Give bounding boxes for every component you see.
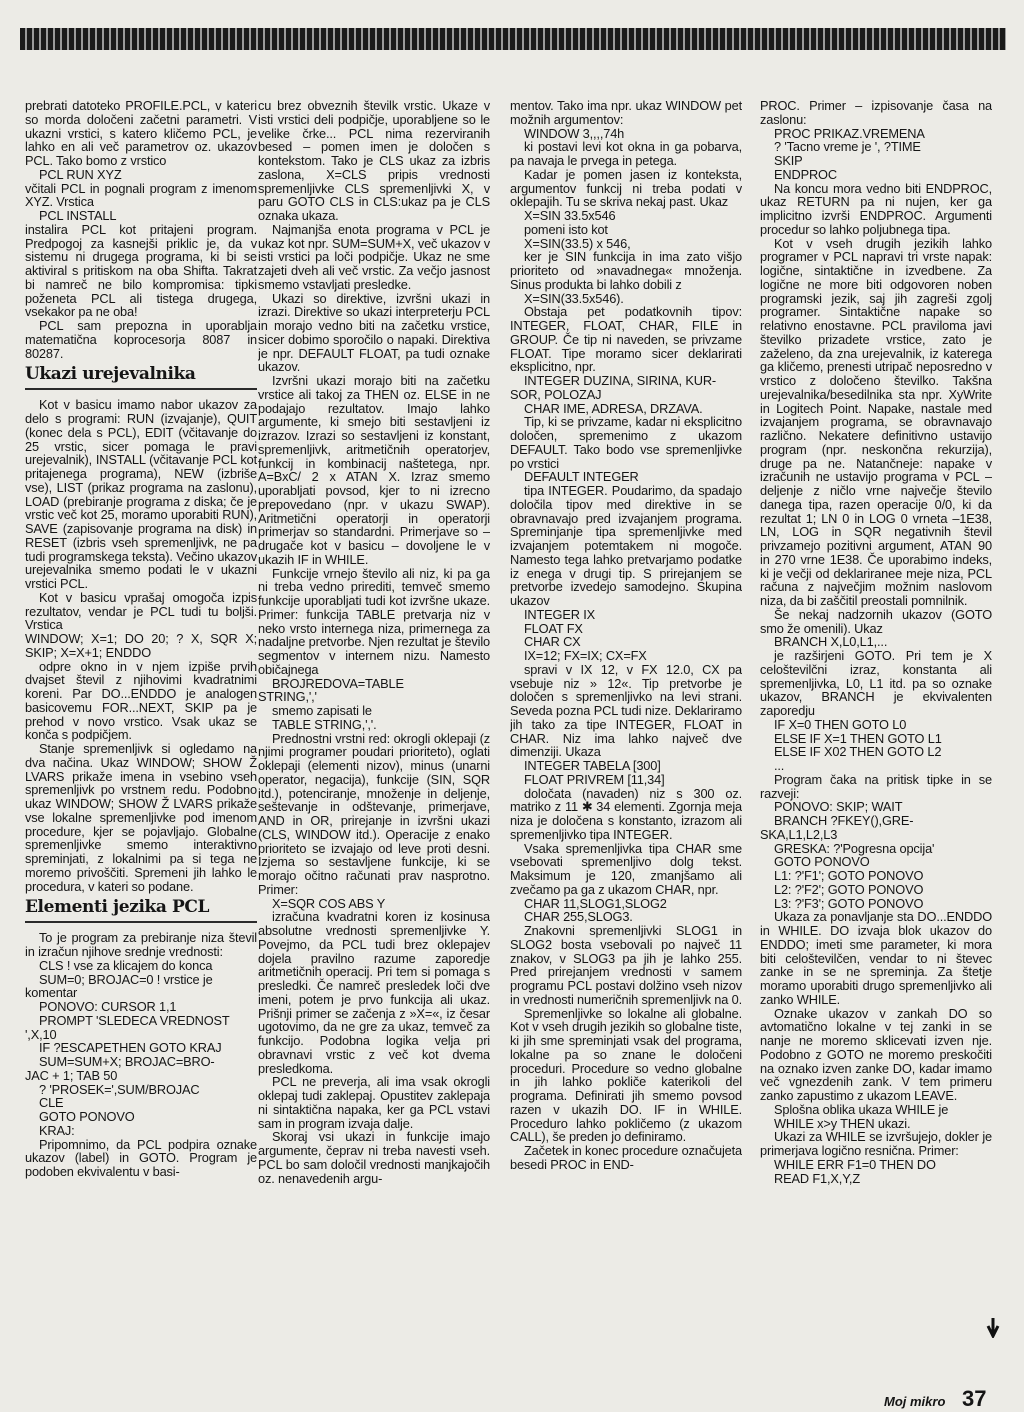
code-line: PCL INSTALL	[39, 208, 117, 223]
paragraph: instalira PCL kot pritajeni program. Predpogoj za kasnejši priklic je, da v sistemu ni drugega programa, ki bi se aktiviral s pritiskom na oba Shifta. Takrat bi namreč ne bilo kompromisa: tipki poženeta PCL ali tistega drugega, vsekakor pa ne oba!	[25, 221, 257, 320]
paragraph: JAC + 1; TAB 50	[25, 1067, 118, 1083]
code-line: ? 'Tacno vreme je ', ?TIME	[774, 139, 921, 155]
paragraph: včitali PCL in pognali program z imenom XYZ. Vrstica	[25, 180, 257, 210]
code-line: IF ?ESCAPETHEN GOTO KRAJ	[39, 1040, 222, 1056]
code-line: WHILE x>y THEN ukazi.	[774, 1115, 911, 1131]
paragraph: tipa INTEGER. Poudarimo, da spadajo določila tipov med direktive in se obravnavajo pred izvajanjem programa. Spreminjanje tipa spremenljivke med izvajanjem potemtakem ni mogoče. Namesto tega lahko pretvarjamo podatke iz enega v drugi tip. S prirejanjem se pretvorbe izvedejo samodejno. Skupina ukazov	[510, 483, 742, 608]
paragraph: ki postavi levi kot okna in ga pobarva, pa navaja le prvega in petega.	[510, 139, 742, 168]
paragraph: Obstaja pet podatkovnih tipov: INTEGER, FLOAT, CHAR, FILE in GROUP. Če tip ni naveden, se privzame FLOAT. Tipe moramo sicer deklarirati eksplicitno, npr.	[510, 304, 742, 375]
paragraph: Še nekaj nadzornih ukazov (GOTO smo že omenili). Ukaz	[760, 606, 992, 636]
paragraph: Tip, ki se privzame, kadar ni eksplicitno določen, spremenimo z ukazom DEFAULT. Tako bodo vse spremenljivke po vrstici	[510, 414, 742, 471]
code-line: KRAJ:	[39, 1122, 75, 1138]
page-number: 37	[962, 1386, 987, 1411]
code-line: CLS ! vse za klicajem do konca	[39, 957, 213, 973]
code-line: PCL RUN XYZ	[39, 166, 122, 182]
code-line: IF X=0 THEN GOTO L0	[774, 716, 907, 732]
code-line: CHAR CX	[524, 634, 581, 650]
code-line: X=SIN(33.5x546).	[524, 290, 624, 306]
paragraph: PROC. Primer – izpisovanje časa na zaslonu:	[760, 99, 992, 127]
paragraph: Izvršni ukazi morajo biti na začetku vrstice ali takoj za THEN oz. ELSE in ne podajajo rezultatov. Imajo lahko argumente, ki smejo biti sestavljeni iz izrazov. Izrazi so sestavljeni iz konstant, spremenljivk, aritmetičnih operatorjev, funkcij in kombinacij naštetega, npr. A=BxC/ 2 x ATAN X. Izraz smemo uporabljati povsod, kjer to ni izrecno prepovedano (npr. v ukazu SWAP). Aritmetični operatorji in operatorji primerjav so standardni. Primerjave so – drugače kot v basicu – dovoljene le v ukazih IF in WHILE.	[258, 373, 490, 567]
paragraph: Ukazi so direktive, izvršni ukazi in izrazi. Direktive so ukazi interpreterju PCL in morajo vedno biti na začetku vrstice, sicer dobimo sporočilo o napaki. Direktiva je npr. DEFAULT FLOAT, pa tudi oznake ukazov.	[258, 290, 490, 375]
code-line: X=SIN 33.5x546	[524, 208, 616, 223]
code-line: CHAR 11,SLOG1,SLOG2	[524, 895, 667, 911]
code-line: PROC PRIKAZ.VREMENA	[774, 125, 925, 141]
code-line: ENDPROC	[774, 166, 837, 182]
section-heading: Elementi jezika PCL	[25, 896, 257, 923]
paragraph: je razširjeni GOTO. Pri tem je X celoštevilčni izraz, konstanta ali spremenljivka, L0, L1 itd. pa so oznake ukazov, BRANCH je ekvivalenten zaporedju	[760, 648, 992, 718]
continue-arrow-icon	[986, 1316, 1000, 1338]
code-line: TABLE STRING,','.	[272, 716, 377, 732]
paragraph: cu brez obveznih številk vrstic. Ukaze v isti vrstici deli podpičje, uporabljene so le velike črke... PCL nima rezerviranih besed – pomen imen je določen s kontekstom. Tako je CLS ukaz za izbris zaslona, X=CLS pripis vrednosti spremenljivke CLS spremenljivki X, v paru GOTO CLS in CLS:ukaz pa je CLS oznaka ukaza.	[258, 99, 490, 223]
code-line: L1: ?'F1'; GOTO PONOVO	[774, 868, 924, 883]
paragraph: ',X,10	[25, 1026, 57, 1042]
paragraph: Najmanjša enota programa v PCL je ukaz kot npr. SUM=SUM+X, več ukazov v isti vrstici pa loči podpičje. Ukaz ne sme zajeti dveh ali več vrstic. Za večjo jasnost smemo vstavljati presledke.	[258, 221, 490, 292]
code-line: BRANCH ?FKEY(),GRE-	[774, 813, 914, 828]
code-line: FLOAT FX	[524, 620, 583, 636]
code-line: BROJREDOVA=TABLE	[272, 675, 404, 691]
code-line: L3: ?'F3'; GOTO PONOVO	[774, 895, 924, 911]
paragraph: Kot v vseh drugih jezikih lahko programer v PCL napravi tri vrste napak: logične, sintaktične in izvedbene. Za logične ne more biti odgovoren noben programski jezik, saj jih zagreši zgolj programer. Sintaktične napake so relativno enostavne. PCL praviloma javi številko prizadete vrstice, zato je zaželeno, da zna urejevalnik, iz katerega ga kličemo, prenesti utripač neposredno v vrstico z določeno številko. Takšna urejevalnika/besedilnika sta npr. XyWrite in Logitech Point. Napake, nastale med izvajanjem programa, se obravnavajo različno. Nekatere definitivno ustavijo program (npr. neskončna rekurzija), druge pa ne. Natančneje: napake v izračunih ne ustavijo programa v PCL – deljenje z ničlo vrne največje število danega tipa, razen operacije 0/0, ki da rezultat 1; LN 0 in LOG 0 vrneta –1E38, LN, LOG in SQR negativnih števil privzamejo pozitivni argument, ATAN 90 in 270 vrne 1E38. Če uporabimo indeks, ki je večji od deklariranee meje niza, PCL računa z največjim možnim naslovom niza, da bi zaščitil preostali pomnilnik.	[760, 235, 992, 608]
paragraph: Funkcije vrnejo število ali niz, ki pa ga ni treba vedno prirediti, temveč smemo funkcije uporabljati tudi kot izvršne ukaze. Primer: funkcija TABLE pretvarja niz v neko vrsto internega niza, primernega za nadaljne pretvorbe. Njen rezultat je število segmentov v internem nizu. Namesto običajnega	[258, 565, 490, 677]
paragraph: spravi v IX 12, v FX 12.0, CX pa vsebuje niz » 12«. Tip pretvorbe je določen s spremenljivko na levi strani. Seveda pozna PCL tudi nize. Deklariramo jih tako za tipe INTEGER, FLOAT in CHAR. Niz ima lahko največ dve dimenziji. Ukaza	[510, 661, 742, 760]
magazine-name: Moj mikro	[884, 1394, 946, 1409]
code-line: GRESKA: ?'Pogresna opcija'	[774, 840, 935, 856]
section-heading: Ukazi urejevalnika	[25, 363, 257, 390]
code-line: INTEGER TABELA [300]	[524, 758, 661, 773]
code-line: FLOAT PRIVREM [11,34]	[524, 771, 665, 787]
header-stripe-bar	[20, 28, 1006, 50]
paragraph: PCL ne preverja, ali ima vsak okrogli oklepaj tudi zaklepaj. Opustitev zaklepaja ni sintaktična napaka, ker ga PCL vstavi sam in program izvaja dalje.	[258, 1074, 490, 1131]
code-line: ELSE IF X02 THEN GOTO L2	[774, 744, 942, 760]
paragraph: Program čaka na pritisk tipke in se razveji:	[760, 771, 992, 801]
code-line: READ F1,X,Y,Z	[774, 1170, 860, 1186]
code-line: SUM=0; BROJAC=0 ! vrstice je	[39, 971, 213, 987]
paragraph: Stanje spremenljivk si ogledamo na dva načina. Ukaz WINDOW; SHOW Ž LVARS prikaže imena in vsebino vseh spremenljivk po vrstnem redu. Podobno ukaz WINDOW; SHOW Ž LVARS prikaže vse lokalne spremenljivke pod imenom procedure, kjer se pojavljajo. Globalne spremenljivke smemo interaktivno spreminjati, z lokalnimi pa si tega ne moremo privoščiti. Spremeni jih lahko le procedura, v kateri so podane.	[25, 741, 257, 894]
code-line: PONOVO: SKIP; WAIT	[774, 799, 903, 815]
paragraph: Vsaka spremenljivka tipa CHAR sme vsebovati spremenljivo dolg tekst. Maksimum je 120, zmanjšamo ali zvečamo pa ga z ukazom CHAR, npr.	[510, 840, 742, 897]
code-line: PONOVO: CURSOR 1,1	[39, 999, 177, 1014]
paragraph: SOR, POLOZAJ	[510, 386, 602, 402]
paragraph: Splošna oblika ukaza WHILE je	[774, 1101, 949, 1117]
code-line: smemo zapisati le	[272, 703, 372, 718]
paragraph: prebrati datoteko PROFILE.PCL, v kateri so morda določeni začetni parametri. V ukazni vrstici, s katero kličemo PCL, je lahko en ali več parametrov oz. ukazov PCL. Tako bomo z vrstico	[25, 99, 257, 168]
text-column-4	[760, 99, 992, 1339]
text-column-3	[510, 99, 742, 1339]
code-line: ELSE IF X=1 THEN GOTO L1	[774, 730, 942, 746]
code-line: PROMPT 'SLEDECA VREDNOST	[39, 1012, 230, 1028]
code-line: GOTO PONOVO	[774, 854, 870, 870]
code-line: ...	[774, 758, 785, 773]
paragraph: Ukaza za ponavljanje sta DO...ENDDO in WHILE. DO izvaja blok ukazov do ENDDO; imeti sme parameter, ki mora biti celoštevilčen, vendar to ni števec zanke in se ne spreminja. Za štetje moramo uporabiti drugo spremenljivko ali zanko WHILE.	[760, 909, 992, 1007]
paragraph: ker je SIN funkcija in ima zato višjo prioriteto od »navadnega« množenja. Sinus produkta bi lahko dobili z	[510, 249, 742, 292]
code-line: GOTO PONOVO	[39, 1109, 135, 1124]
paragraph: Kot v basicu vprašaj omogoča izpis rezultatov, vendar je PCL tudi tu boljši. Vrstica	[25, 589, 257, 633]
code-line: WINDOW 3,,,,74h	[524, 125, 625, 141]
paragraph: Kadar je pomen jasen iz konteksta, argumentov funkcij ni treba podati v oklepajih. Tu se skriva nekaj past. Ukaz	[510, 166, 742, 210]
paragraph: To je program za prebiranje niza števil in izračun njihove srednje vrednosti:	[25, 930, 257, 959]
code-line: INTEGER DUZINA, SIRINA, KUR-	[524, 373, 717, 388]
paragraph: mentov. Tako ima npr. ukaz WINDOW pet možnih argumentov:	[510, 99, 742, 127]
paragraph: Spremenljivke so lokalne ali globalne. Kot v vseh drugih jezikih so globalne tiste, ki jih sme spreminjati vsak del programa, lokalne pa so znane le določeni proceduri. Procedure so vedno globalne in jih lahko pokliče katerikoli del programa. Definirati jih smemo povsod razen v ukazih DO. IF in WHILE. Proceduro lahko pokličemo (z ukazom CALL), še preden jo definiramo.	[510, 1005, 742, 1145]
code-line: CHAR IME, ADRESA, DRZAVA.	[524, 400, 703, 416]
code-line: SKIP	[774, 153, 803, 168]
code-line: ? 'PROSEK=',SUM/BROJAC	[39, 1081, 200, 1097]
code-line: BRANCH X,L0,L1,...	[774, 634, 888, 650]
paragraph: Pripomnimo, da PCL podpira oznake ukazov (label) in GOTO. Program je podoben ekvivalentu v basi-	[25, 1136, 257, 1179]
code-line: X=SQR COS ABS Y	[272, 895, 386, 911]
text-column-2	[258, 99, 490, 1339]
paragraph: STRING,','	[258, 689, 317, 705]
paragraph: Znakovni spremenljivki SLOG1 in SLOG2 bosta vsebovali po največ 11 znakov, v SLOG3 pa jih je lahko 255. Pred prirejanjem vrednosti v samem programu PCL postavi dolžino vseh nizov in vrednosti numeričnih spremenljivk na 0.	[510, 923, 742, 1007]
paragraph: Kot v basicu imamo nabor ukazov za delo s programi: RUN (izvajanje), QUIT (konec dela s PCL), EDIT (včitavanje do 25 vrstic, sicer pomaga le pravi urejevalnik), INSTALL (včitavanje PCL kot pritajenega programa), NEW (izbriše vse), LIST (prikaz programa na zaslonu), LOAD (prebiranje programa z diska; če je vrstic več kot 25, moramo uporabiti RUN), SAVE (zapisovanje programa na disk) in RESET (izbris vseh spremenljivk, ne pa tudi programskega teksta). Večino ukazov urejevalnika smemo podati le v ukazni vrstici PCL.	[25, 397, 257, 591]
paragraph: Začetek in konec procedure označujeta besedi PROC in END-	[510, 1143, 742, 1172]
paragraph: Oznake ukazov v zankah DO so avtomatično lokalne v tej zanki in se nanje ne moremo sklicevati izven nje. Podobno z GOTO ne moremo preskočiti na oznako izven zanke DO, kadar imamo več vgnezdenih zank. V tem primeru zanko zapustimo z ukazom LEAVE.	[760, 1005, 992, 1103]
code-line: pomeni isto kot	[524, 221, 608, 237]
paragraph: WINDOW; X=1; DO 20; ? X, SQR X; SKIP; X=X+1; ENDDO	[25, 631, 257, 660]
paragraph: Prednostni vrstni red: okrogli oklepaji (z njimi programer poudari prioriteto), oglati oklepaji (elementi nizov), minus (unarni operator, negacija), funkcije (SIN, SQR itd.), potenciranje, množenje in deljenje, seštevanje in odštevanje, primerjave, AND in OR, prirejanje in izvršni ukazi (CLS, WINDOW itd.). Operacije z enako prioriteto se izvajajo od leve proti desni. Izjema so sestavljene funkcije, ki se morajo očitno računati prav nasprotno. Primer:	[258, 730, 490, 897]
paragraph: SKA,L1,L2,L3	[760, 826, 838, 842]
code-line: DEFAULT INTEGER	[524, 469, 639, 485]
code-line: INTEGER IX	[524, 606, 596, 622]
code-line: CLE	[39, 1095, 64, 1111]
paragraph: PCL sam prepozna in uporablja matematična koprocesorja 8087 in 80287.	[25, 318, 257, 361]
paragraph: izračuna kvadratni koren iz kosinusa absolutne vrednosti spremenljivke Y. Povejmo, da PCL tudi brez oklepajev dojela pravilno razume zaporedje aritmetičnih operacij. Pri tem si pomaga s presledki. Če namreč presledek loči dve imeni, potem je prvo funkcija ali ukaz. Prišnji primer se začenja z »X=«, iz česar ugotovimo, da ne gre za ukaz, temveč za funkcijo. Podobna logika velja pri obravnavi vrstic z več kot dvema presledkoma.	[258, 909, 490, 1076]
code-line: L2: ?'F2'; GOTO PONOVO	[774, 881, 924, 897]
paragraph: odpre okno in v njem izpiše prvih dvajset števil z njihovimi kvadratnimi koreni. Par DO...ENDDO je analogen basicovemu FOR...NEXT, SKIP pa je prehod v novo vrstico. Vsak ukaz se konča s podpičjem.	[25, 658, 257, 743]
code-line: WHILE ERR F1=0 THEN DO	[774, 1156, 936, 1172]
code-line: CHAR 255,SLOG3.	[524, 909, 633, 925]
paragraph: določata (navaden) niz s 300 oz. matriko z 11 ✱ 34 elementi. Zgornja meja niza je določena s konstanto, izrazom ali spremenljivko tipa INTEGER.	[510, 785, 742, 842]
code-line: X=SIN(33.5) x 546,	[524, 235, 631, 251]
code-line: IX=12; FX=IX; CX=FX	[524, 648, 647, 663]
paragraph: Ukazi za WHILE se izvršujejo, dokler je primerjava logično resnična. Primer:	[760, 1129, 992, 1158]
text-column-1	[25, 99, 257, 1339]
paragraph: Skoraj vsi ukazi in funkcije imajo argumente, čeprav ni treba navesti vseh. PCL bo sam določil vrednosti manjkajočih oz. nenavedenih argu-	[258, 1129, 490, 1186]
paragraph: komentar	[25, 985, 78, 1001]
code-line: SUM=SUM+X; BROJAC=BRO-	[39, 1054, 215, 1069]
paragraph: Na koncu mora vedno biti ENDPROC, ukaz RETURN pa ni nujen, ker ga implicitno izvrši ENDPROC. Argumenti procedur so lahko poljubnega tipa.	[760, 180, 992, 237]
